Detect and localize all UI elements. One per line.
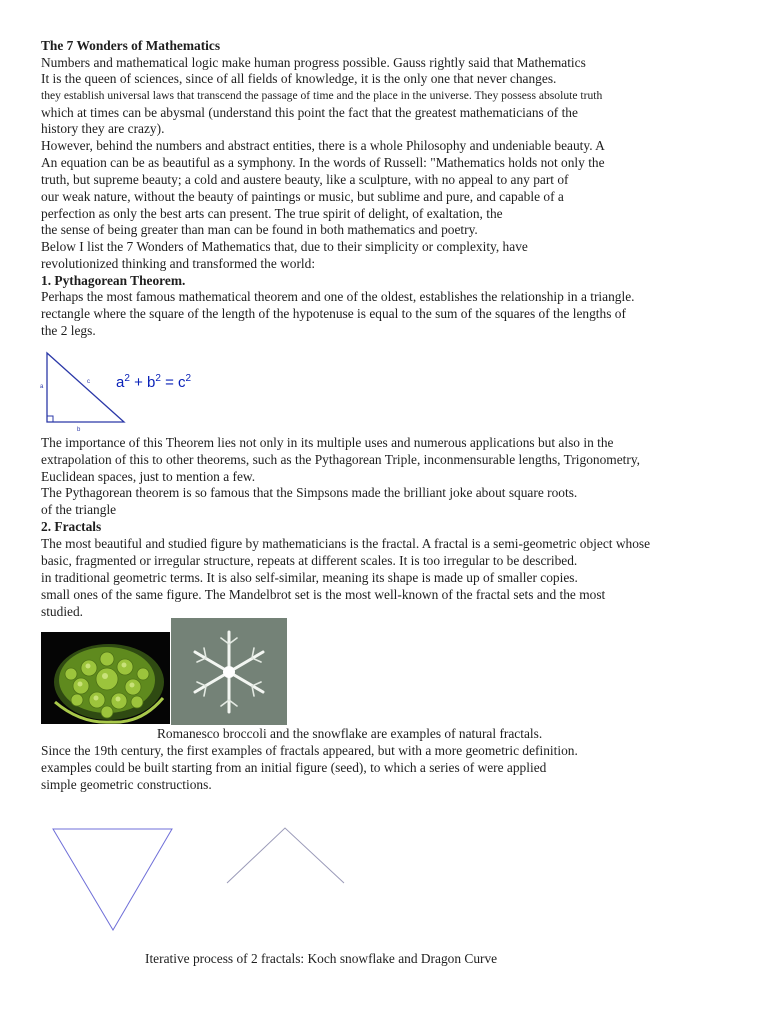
body-line: extrapolation of this to other theorems, such as the Pythagorean Triple, inconmensurable lengths, Trigonometry, <box>41 452 641 467</box>
body-line: The most beautiful and studied figure by mathematicians is the fractal. A fractal is a semi-geometric object whose <box>41 536 651 551</box>
body-line: in traditional geometric terms. It is also self-similar, meaning its shape is made up of smaller copies. <box>41 570 578 585</box>
body-line: studied. <box>41 604 84 619</box>
pythagorean-triangle-figure <box>38 350 208 434</box>
label-c: c <box>87 379 90 385</box>
body-line: examples could be built starting from an initial figure (seed), to which a series of were applied <box>41 760 547 775</box>
intro-line: It is the queen of sciences, since of all fields of knowledge, it is the only one that never changes. <box>41 71 557 86</box>
intro-line: An equation can be as beautiful as a symphony. In the words of Russell: "Mathematics holds not only the <box>41 155 605 170</box>
koch-snowflake-seed-figure <box>50 826 176 936</box>
label-b: b <box>77 427 81 433</box>
body-line: Euclidean spaces, just to mention a few. <box>41 469 256 484</box>
page-title: The 7 Wonders of Mathematics <box>41 38 221 53</box>
intro-line: they establish universal laws that transcend the passage of time and the place in the universe. They possess absolute truth <box>41 89 603 102</box>
body-line: The Pythagorean theorem is so famous that the Simpsons made the brilliant joke about square roots. <box>41 485 578 500</box>
body-line: of the triangle <box>41 502 117 517</box>
photo-caption: Romanesco broccoli and the snowflake are examples of natural fractals. <box>157 726 543 741</box>
intro-line: our weak nature, without the beauty of paintings or music, but sublime and pure, and capable of a <box>41 189 564 204</box>
snowflake-photo <box>171 618 287 725</box>
body-line: Since the 19th century, the first examples of fractals appeared, but with a more geometric definition. <box>41 743 578 758</box>
body-line: small ones of the same figure. The Mandelbrot set is the most well-known of the fractal sets and the most <box>41 587 606 602</box>
fractals-caption: Iterative process of 2 fractals: Koch snowflake and Dragon Curve <box>145 951 498 966</box>
intro-line: which at times can be abysmal (understand this point the fact that the greatest mathematicians of the <box>41 105 578 120</box>
dragon-curve-seed-figure <box>224 825 348 887</box>
section-heading-pythagorean: 1. Pythagorean Theorem. <box>41 273 186 288</box>
intro-line: perfection as only the best arts can present. The true spirit of delight, of exaltation, the <box>41 206 503 221</box>
body-line: Perhaps the most famous mathematical theorem and one of the oldest, establishes the relationship in a triangle. <box>41 289 635 304</box>
body-line: simple geometric constructions. <box>41 777 212 792</box>
body-line: basic, fragmented or irregular structure, repeats at different scales. It is too irregular to be described. <box>41 553 578 568</box>
romanesco-broccoli-photo <box>41 632 170 724</box>
intro-line: history they are crazy). <box>41 121 165 136</box>
intro-line: However, behind the numbers and abstract entities, there is a whole Philosophy and undeniable beauty. A <box>41 138 605 153</box>
intro-line: revolutionized thinking and transformed the world: <box>41 256 316 271</box>
body-line: rectangle where the square of the length of the hypotenuse is equal to the sum of the squares of the lengths of <box>41 306 626 321</box>
intro-line: the sense of being greater than man can be found in both mathematics and poetry. <box>41 222 478 237</box>
section-heading-fractals: 2. Fractals <box>41 519 102 534</box>
pythagorean-equation: $a^2 + b^2 = c^2$ <box>116 373 192 391</box>
body-line: the 2 legs. <box>41 323 96 338</box>
intro-line: Numbers and mathematical logic make human progress possible. Gauss rightly said that Mathematics <box>41 55 586 70</box>
body-line: The importance of this Theorem lies not only in its multiple uses and numerous applications but also in the <box>41 435 614 450</box>
label-a: a <box>40 384 44 390</box>
intro-line: truth, but supreme beauty; a cold and austere beauty, like a sculpture, with no appeal to any part of <box>41 172 569 187</box>
intro-line: Below I list the 7 Wonders of Mathematics that, due to their simplicity or complexity, have <box>41 239 528 254</box>
